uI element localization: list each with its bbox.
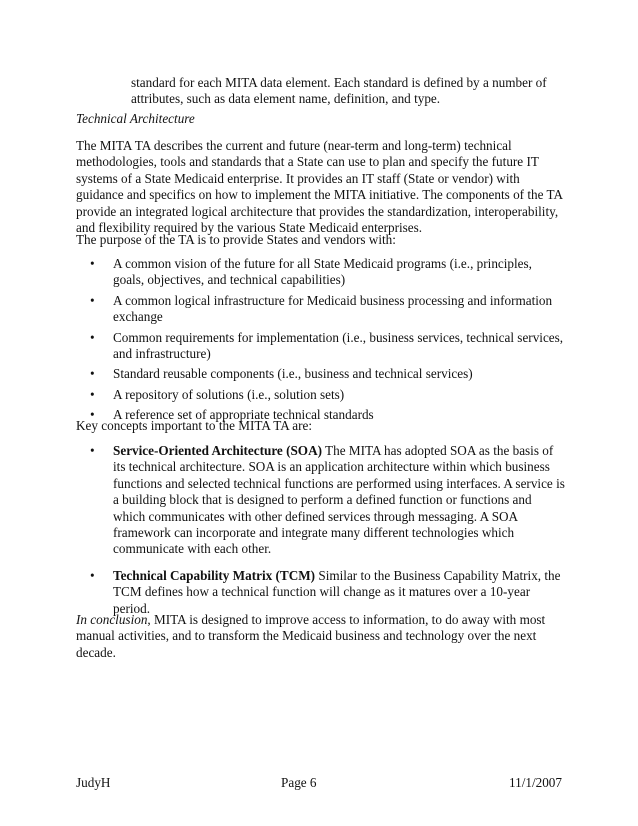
- concept-term: Service-Oriented Architecture (SOA): [113, 443, 322, 458]
- list-item: • Common requirements for implementation (i.e., business services, technical services, and infrastructure): [90, 329, 564, 362]
- conclusion-paragraph: [76, 612, 566, 661]
- conclusion-lead: In conclusion: [76, 612, 148, 627]
- footer-page-number: Page 6: [281, 775, 317, 790]
- concept-description: Similar to the Business Capability Matrix, the TCM defines how a technical function will change as it matures over a 10-year period.: [113, 567, 561, 616]
- section-heading-technical-architecture: Technical Architecture: [76, 111, 195, 126]
- purpose-intro: The purpose of the TA is to provide States and vendors with:: [76, 232, 396, 247]
- list-item: • A common logical infrastructure for Medicaid business processing and information exchange: [90, 292, 553, 325]
- conclusion-text: , MITA is designed to improve access to information, to do away with most manual activities, and to transform the Medicaid business and technology over the next decade.: [76, 612, 546, 660]
- bullet-icon: •: [90, 256, 95, 271]
- bullet-icon: •: [90, 407, 95, 423]
- concept-term: Technical Capability Matrix (TCM): [113, 567, 316, 583]
- bullet-icon: •: [90, 366, 95, 382]
- list-item: • A reference set of appropriate technical standards: [90, 407, 374, 423]
- list-item: • A common vision of the future for all State Medicaid programs (i.e., principles, goals, objectives, and technical capabilities): [90, 256, 532, 288]
- ta-description-paragraph: The MITA TA describes the current and future (near-term and long-term) technical methodologies, tools and standards that a State can use to plan and specify the future IT systems of a State Medicaid enterprise. It provides an IT staff (State or vendor) with guidance and specifics on how to implement the MITA initiative. The components of the TA provide an integrated logical architecture that provides the standardization, interoperability, and flexibility required by the various State Medicaid enterprises.: [76, 138, 563, 236]
- list-item: • Standard reusable components (i.e., business and technical services): [90, 366, 473, 382]
- list-item: • A repository of solutions (i.e., solution sets): [90, 386, 345, 402]
- bullet-icon: •: [90, 386, 95, 402]
- list-item: [76, 443, 566, 558]
- list-item: [76, 568, 566, 617]
- key-concepts-list: [76, 443, 566, 627]
- continuation-paragraph: standard for each MITA data element. Each standard is defined by a number of attributes, such as data element name, definition, and type.: [131, 75, 547, 107]
- purpose-list: [76, 256, 566, 428]
- key-concepts-intro: Key concepts important to the MITA TA are:: [76, 418, 313, 433]
- bullet-icon: •: [90, 567, 95, 583]
- bullet-icon: •: [90, 443, 95, 458]
- bullet-icon: •: [90, 292, 95, 308]
- footer-author: JudyH: [76, 775, 111, 790]
- bullet-icon: •: [90, 329, 95, 345]
- footer-date: 11/1/2007: [509, 775, 562, 790]
- page-footer: [76, 775, 562, 793]
- concept-description: The MITA has adopted SOA as the basis of its technical architecture. SOA is an application architecture within which business functions and selected technical functions are performed using interfaces. A service is a building block that is designed to perform a defined function or functions and which communicates with other defined services through messaging. A SOA framework can incorporate and integrate many different technologies which communicate with each other.: [113, 443, 565, 557]
